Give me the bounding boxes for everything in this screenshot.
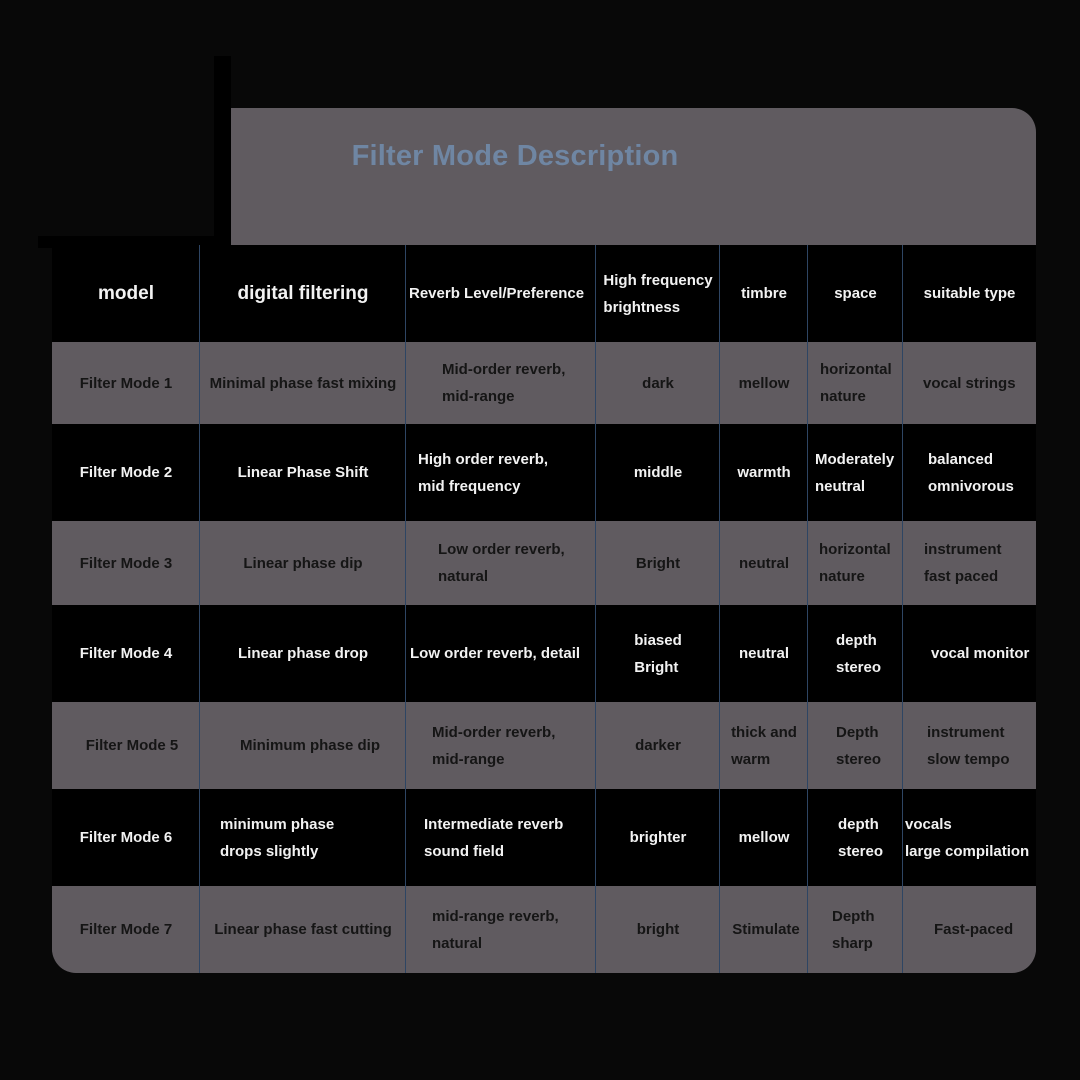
cell-suitable-type: instrument slow tempo bbox=[927, 723, 1010, 768]
cell-timbre: Stimulate bbox=[732, 921, 800, 938]
cell-timbre: neutral bbox=[738, 645, 789, 662]
cell-digital-filtering: Linear Phase Shift bbox=[237, 464, 369, 481]
cell-space: horizontal nature bbox=[820, 361, 892, 405]
header-cell-space: space bbox=[834, 285, 877, 302]
header-cell-suitable-type: suitable type bbox=[923, 285, 1016, 302]
cell-space: Moderately neutral bbox=[815, 450, 895, 495]
cell-reverb: mid-range reverb, natural bbox=[432, 907, 559, 952]
cell-brightness: darker bbox=[635, 737, 681, 754]
cell-digital-filtering: Linear phase drop bbox=[237, 645, 369, 662]
cell-digital-filtering: Linear phase dip bbox=[243, 554, 363, 572]
cell-brightness: dark bbox=[642, 374, 674, 392]
column-divider bbox=[199, 245, 200, 973]
cell-timbre: warmth bbox=[737, 464, 791, 481]
cell-brightness: bright bbox=[636, 921, 680, 938]
cell-model: Filter Mode 2 bbox=[79, 464, 173, 481]
header-cell-brightness: High frequency brightness bbox=[603, 271, 713, 316]
header-cell-timbre: timbre bbox=[741, 285, 787, 302]
column-divider bbox=[807, 245, 808, 973]
cell-suitable-type: Fast-paced bbox=[934, 921, 1014, 938]
cell-reverb: High order reverb, mid frequency bbox=[418, 450, 549, 495]
cell-space: depth stereo bbox=[836, 631, 882, 676]
cell-digital-filtering: Linear phase fast cutting bbox=[214, 921, 392, 938]
cell-reverb: Low order reverb, natural bbox=[438, 541, 565, 585]
header-cell-reverb: Reverb Level/Preference bbox=[409, 285, 585, 302]
cell-timbre: neutral bbox=[738, 554, 789, 572]
corner-mask bbox=[0, 0, 230, 245]
cell-timbre: mellow bbox=[738, 829, 790, 846]
cell-space: Depth sharp bbox=[832, 907, 875, 952]
cell-suitable-type: vocal monitor bbox=[931, 645, 1030, 662]
cell-space: depth stereo bbox=[838, 815, 884, 860]
cell-digital-filtering: Minimum phase dip bbox=[239, 737, 380, 754]
cell-timbre: mellow bbox=[738, 374, 790, 392]
cell-timbre: thick and warm bbox=[731, 723, 797, 768]
cell-brightness: middle bbox=[633, 464, 683, 481]
cell-suitable-type: instrument fast paced bbox=[924, 541, 1002, 585]
cell-space: Depth stereo bbox=[836, 723, 882, 768]
cell-digital-filtering: minimum phase drops slightly bbox=[220, 815, 335, 860]
cell-model: Filter Mode 6 bbox=[79, 829, 173, 846]
column-divider bbox=[595, 245, 596, 973]
cell-reverb: Mid-order reverb, mid-range bbox=[432, 723, 556, 768]
column-divider bbox=[902, 245, 903, 973]
cell-model: Filter Mode 7 bbox=[79, 921, 173, 938]
corner-bar bbox=[214, 56, 231, 246]
cell-suitable-type: vocals large compilation bbox=[905, 815, 1030, 860]
header-cell-digital-filtering: digital filtering bbox=[237, 283, 369, 304]
cell-model: Filter Mode 1 bbox=[79, 374, 173, 392]
cell-brightness: Bright bbox=[635, 554, 681, 572]
cell-digital-filtering: Minimal phase fast mixing bbox=[209, 374, 397, 392]
column-divider bbox=[405, 245, 406, 973]
cell-suitable-type: balanced omnivorous bbox=[928, 450, 1014, 495]
cell-reverb: Intermediate reverb sound field bbox=[424, 815, 564, 860]
cell-model: Filter Mode 3 bbox=[79, 554, 173, 572]
page-title: Filter Mode Description bbox=[351, 140, 679, 172]
header-cell-model: model bbox=[98, 283, 154, 304]
cell-reverb: Mid-order reverb, mid-range bbox=[442, 361, 566, 405]
cell-space: horizontal nature bbox=[819, 541, 891, 585]
cell-model: Filter Mode 4 bbox=[79, 645, 173, 662]
cell-brightness: brighter bbox=[629, 829, 687, 846]
cell-model: Filter Mode 5 bbox=[85, 737, 179, 754]
cell-suitable-type: vocal strings bbox=[923, 374, 1016, 392]
cell-reverb: Low order reverb, detail bbox=[410, 645, 581, 662]
cell-brightness: biased Bright bbox=[634, 631, 682, 676]
column-divider bbox=[719, 245, 720, 973]
